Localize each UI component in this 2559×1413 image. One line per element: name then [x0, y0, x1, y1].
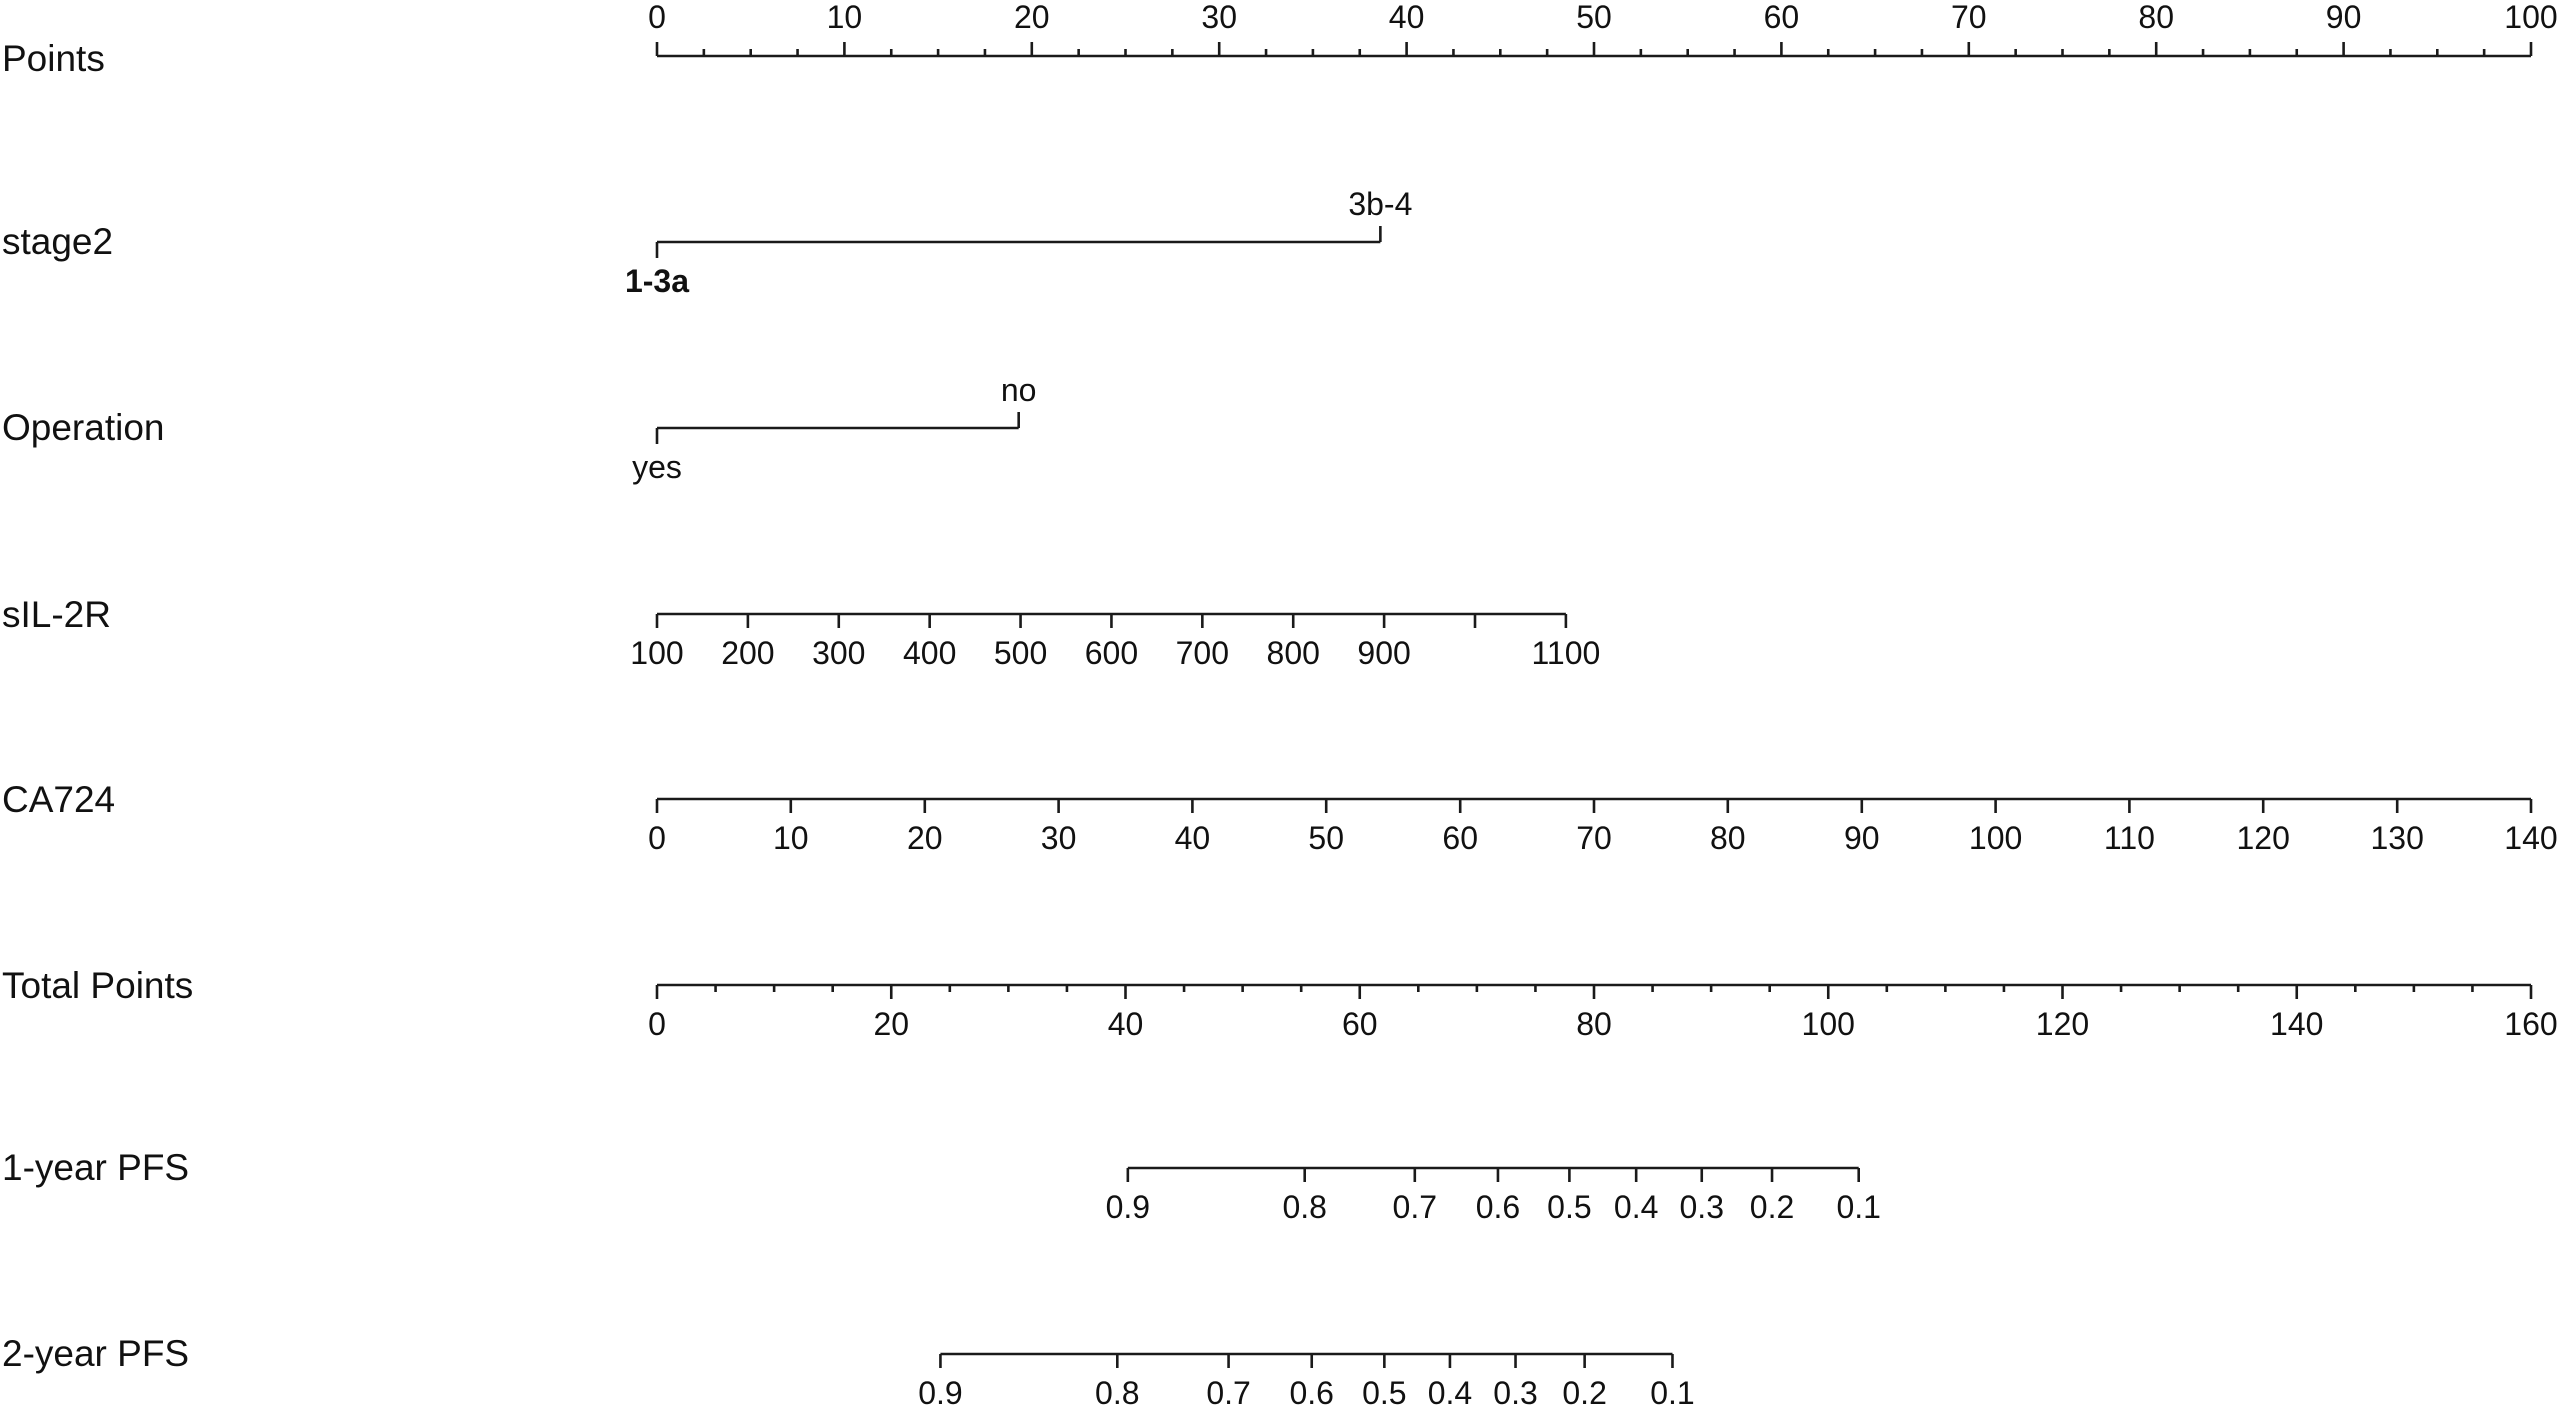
points-tick-label: 40 — [1388, 0, 1425, 35]
row-label-points: Points — [2, 38, 105, 79]
points-tick-label: 60 — [1763, 0, 1800, 35]
points-tick-label: 100 — [2504, 0, 2558, 35]
sil2r-tick-label: 500 — [993, 635, 1048, 671]
ca724-tick-label: 50 — [1308, 820, 1345, 856]
pfs-2-year-tick-label: 0.7 — [1206, 1375, 1251, 1411]
ca724-tick-label: 40 — [1174, 820, 1211, 856]
total-points-tick-label: 160 — [2504, 1006, 2558, 1042]
pfs-2-year-tick-label: 0.6 — [1289, 1375, 1334, 1411]
total-points-tick-label: 20 — [873, 1006, 910, 1042]
operation-category-label: no — [1000, 372, 1037, 408]
ca724-tick-label: 110 — [2103, 820, 2155, 856]
pfs-1-year-tick-label: 0.7 — [1392, 1189, 1438, 1225]
pfs-2-year-tick-label: 0.5 — [1362, 1375, 1407, 1411]
points-tick-label: 10 — [826, 0, 863, 35]
ca724-tick-label: 140 — [2504, 820, 2558, 856]
row-label-1-year-pfs: 1-year PFS — [2, 1147, 190, 1188]
pfs-1-year-tick-label: 0.5 — [1547, 1189, 1592, 1225]
pfs-2-year-tick-label: 0.3 — [1493, 1375, 1538, 1411]
pfs-2-year-tick-label: 0.8 — [1095, 1375, 1140, 1411]
sil2r-tick-label: 200 — [721, 635, 775, 671]
ca724-tick-label: 0 — [648, 820, 666, 856]
points-tick-label: 50 — [1576, 0, 1612, 35]
pfs-2-year-tick-label: 0.9 — [918, 1375, 963, 1411]
points-tick-label: 0 — [648, 0, 666, 35]
operation-category-label: yes — [632, 449, 682, 485]
sil2r-tick-label: 400 — [902, 635, 957, 671]
ca724-tick-label: 100 — [1968, 820, 2023, 856]
sil2r-tick-label: 900 — [1357, 635, 1411, 671]
points-tick-label: 30 — [1201, 0, 1237, 35]
sil2r-tick-label: 100 — [630, 635, 684, 671]
pfs-1-year-tick-label: 0.4 — [1613, 1189, 1659, 1225]
row-label-total-points: Total Points — [2, 965, 194, 1006]
ca724-tick-label: 90 — [1843, 820, 1880, 856]
sil2r-tick-label: 700 — [1175, 635, 1230, 671]
row-label-2-year-pfs: 2-year PFS — [2, 1333, 190, 1374]
pfs-1-year-tick-label: 0.8 — [1282, 1189, 1327, 1225]
pfs-1-year-tick-label: 0.1 — [1836, 1189, 1881, 1225]
pfs-1-year-tick-label: 0.6 — [1475, 1189, 1521, 1225]
row-label-stage2: stage2 — [2, 221, 114, 262]
ca724-tick-label: 120 — [2236, 820, 2290, 856]
total-points-tick-label: 140 — [2270, 1006, 2324, 1042]
total-points-tick-label: 80 — [1576, 1006, 1612, 1042]
pfs-2-year-tick-label: 0.1 — [1650, 1375, 1695, 1411]
ca724-tick-label: 80 — [1710, 820, 1746, 856]
ca724-tick-label: 60 — [1442, 820, 1478, 856]
ca724-tick-label: 10 — [773, 820, 809, 856]
total-points-tick-label: 0 — [648, 1006, 666, 1042]
pfs-2-year-tick-label: 0.2 — [1562, 1375, 1607, 1411]
points-tick-label: 90 — [2325, 0, 2362, 35]
sil2r-tick-label: 300 — [812, 635, 866, 671]
total-points-tick-label: 40 — [1107, 1006, 1144, 1042]
pfs-1-year-tick-label: 0.3 — [1679, 1189, 1724, 1225]
row-label-operation: Operation — [2, 407, 165, 448]
stage2-category-label: 3b-4 — [1348, 186, 1413, 222]
points-tick-label: 70 — [1951, 0, 1987, 35]
row-label-sil2r: sIL-2R — [2, 594, 111, 635]
ca724-tick-label: 130 — [2370, 820, 2424, 856]
row-label-ca724: CA724 — [2, 779, 116, 820]
sil2r-tick-label: 1100 — [1531, 635, 1601, 671]
ca724-tick-label: 30 — [1040, 820, 1077, 856]
pfs-2-year-tick-label: 0.4 — [1427, 1375, 1473, 1411]
stage2-category-label: 1-3a — [624, 263, 690, 299]
points-tick-label: 80 — [2138, 0, 2174, 35]
sil2r-tick-label: 800 — [1266, 635, 1320, 671]
sil2r-tick-label: 600 — [1084, 635, 1139, 671]
pfs-1-year-tick-label: 0.9 — [1105, 1189, 1151, 1225]
total-points-tick-label: 60 — [1341, 1006, 1378, 1042]
ca724-tick-label: 70 — [1576, 820, 1612, 856]
points-tick-label: 20 — [1014, 0, 1050, 35]
ca724-tick-label: 20 — [906, 820, 943, 856]
total-points-tick-label: 120 — [2035, 1006, 2090, 1042]
pfs-1-year-tick-label: 0.2 — [1749, 1189, 1795, 1225]
total-points-tick-label: 100 — [1801, 1006, 1855, 1042]
